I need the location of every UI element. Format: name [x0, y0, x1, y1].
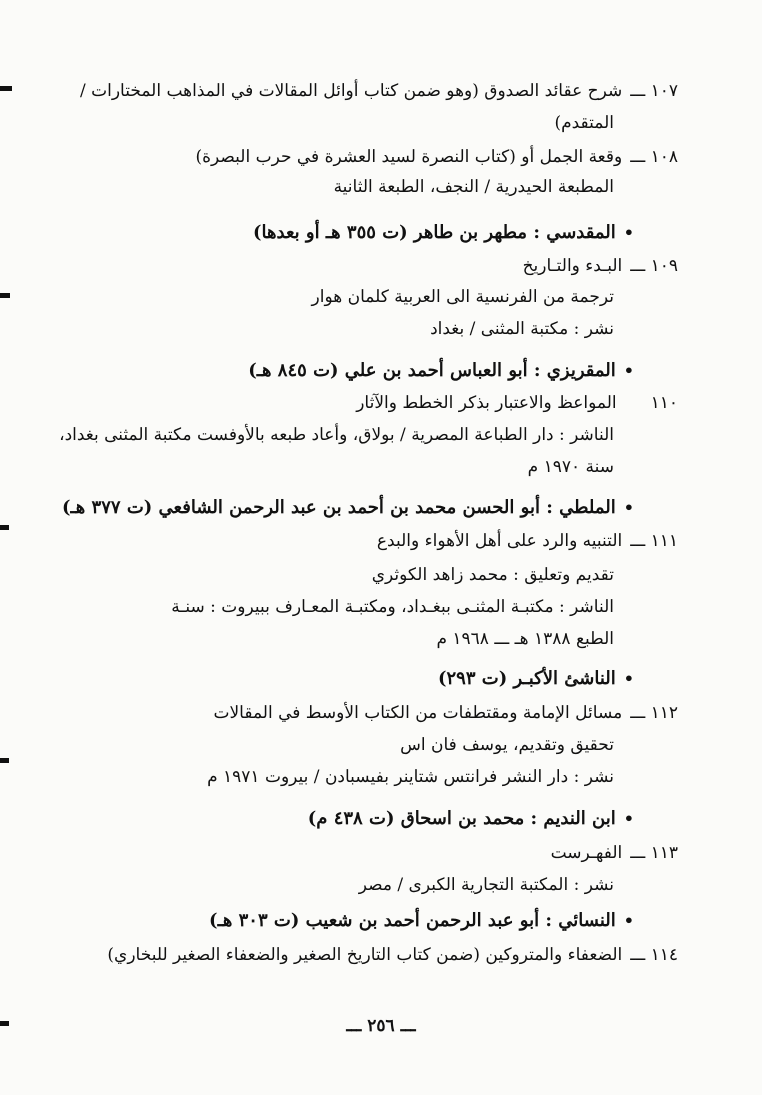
entry-112	[213, 702, 678, 724]
author-name: ابن النديم : محمد بن اسحاق (ت ٤٣٨ م)	[307, 808, 616, 829]
bullet-icon: •	[623, 223, 634, 242]
scan-edge-mark	[0, 86, 12, 91]
entry-number: ١٠٩ ـــ	[630, 256, 678, 276]
translator-line: ترجمة من الفرنسية الى العربية كلمان هوار	[311, 287, 614, 307]
year-line: سنة ١٩٧٠ م	[527, 457, 614, 477]
entry-number: ١٠٧ ـــ	[630, 81, 678, 101]
publisher-line: الناشر : دار الطباعة المصرية / بولاق، وأعاد طبعه بالأوفست مكتبة المثنى بغداد،	[59, 425, 614, 445]
publisher-line: المطبعة الحيدرية / النجف، الطبعة الثانية	[333, 177, 614, 197]
author-name: الناشئ الأكبـر (ت ٢٩٣)	[437, 668, 616, 689]
author-heading	[308, 808, 634, 830]
page-number: ـــ ٢٥٦ ـــ	[346, 1016, 416, 1036]
scan-edge-mark	[0, 1021, 9, 1026]
entry-110	[356, 392, 678, 414]
entry-number: ١١٢ ـــ	[630, 703, 678, 723]
entry-113	[551, 842, 678, 864]
author-heading	[253, 222, 634, 244]
author-heading	[438, 668, 634, 690]
publisher-line: الناشر : مكتبـة المثنـى ببغـداد، ومكتبـة المعـارف ببيروت : سنـة	[171, 597, 614, 617]
entry-111	[377, 530, 678, 552]
entry-number: ١١٤ ـــ	[630, 945, 678, 965]
author-name: المقدسي : مطهر بن طاهر (ت ٣٥٥ هـ أو بعدها)	[253, 222, 616, 243]
scan-edge-mark	[0, 525, 9, 530]
introduction-line: تقديم وتعليق : محمد زاهد الكوثري	[371, 565, 614, 585]
entry-title: الفهـرست	[550, 843, 623, 863]
author-heading	[209, 910, 634, 932]
author-name: الملطي : أبو الحسن محمد بن أحمد بن عبد الرحمن الشافعي (ت ٣٧٧ هـ)	[61, 497, 616, 518]
entry-continuation: المتقدم)	[554, 113, 614, 133]
entry-title: مسائل الإمامة ومقتطفات من الكتاب الأوسط في المقالات	[213, 703, 623, 723]
publisher-line: نشر : المكتبة التجارية الكبرى / مصر	[358, 875, 614, 895]
entry-title: التنبيه والرد على أهل الأهواء والبدع	[376, 531, 623, 551]
year-line: الطبع ١٣٨٨ هـ ـــ ١٩٦٨ م	[436, 629, 614, 649]
publisher-line: نشر : دار النشر فرانتس شتاينر بفيسبادن / بيروت ١٩٧١ م	[207, 767, 614, 787]
entry-number: ١١٣ ـــ	[630, 843, 678, 863]
entry-number: ١٠٨ ـــ	[630, 147, 678, 167]
entry-title: المواعظ والاعتبار بذكر الخطط والآثار	[356, 393, 617, 413]
entry-108	[195, 146, 678, 168]
bullet-icon: •	[623, 498, 634, 517]
bullet-icon: •	[623, 911, 634, 930]
entry-title: البـدء والتـاريخ	[522, 256, 623, 276]
bullet-icon: •	[623, 809, 634, 828]
author-heading	[62, 497, 634, 519]
entry-title: وقعة الجمل أو (كتاب النصرة لسيد العشرة في حرب البصرة)	[195, 147, 623, 167]
author-heading	[248, 360, 634, 382]
entry-title: الضعفاء والمتروكين (ضمن كتاب التاريخ الصغير والضعفاء الصغير للبخاري)	[107, 945, 623, 965]
scan-edge-mark	[0, 293, 10, 298]
entry-number: ١١٠	[650, 393, 678, 413]
entry-114	[107, 944, 678, 966]
entry-number: ١١١ ـــ	[630, 531, 678, 551]
bullet-icon: •	[623, 361, 634, 380]
entry-title: شرح عقائد الصدوق (وهو ضمن كتاب أوائل المقالات في المذاهب المختارات /	[79, 81, 623, 101]
bullet-icon: •	[623, 669, 634, 688]
publisher-line: نشر : مكتبة المثنى / بغداد	[430, 319, 614, 339]
entry-109	[523, 255, 678, 277]
entry-107	[80, 80, 678, 102]
author-name: النسائي : أبو عبد الرحمن أحمد بن شعيب (ت ٣٠٣ هـ)	[209, 910, 616, 931]
introduction-line: تحقيق وتقديم، يوسف فان اس	[400, 735, 614, 755]
scan-edge-mark	[0, 758, 9, 763]
author-name: المقريزي : أبو العباس أحمد بن علي (ت ٨٤٥ هـ)	[248, 360, 616, 381]
